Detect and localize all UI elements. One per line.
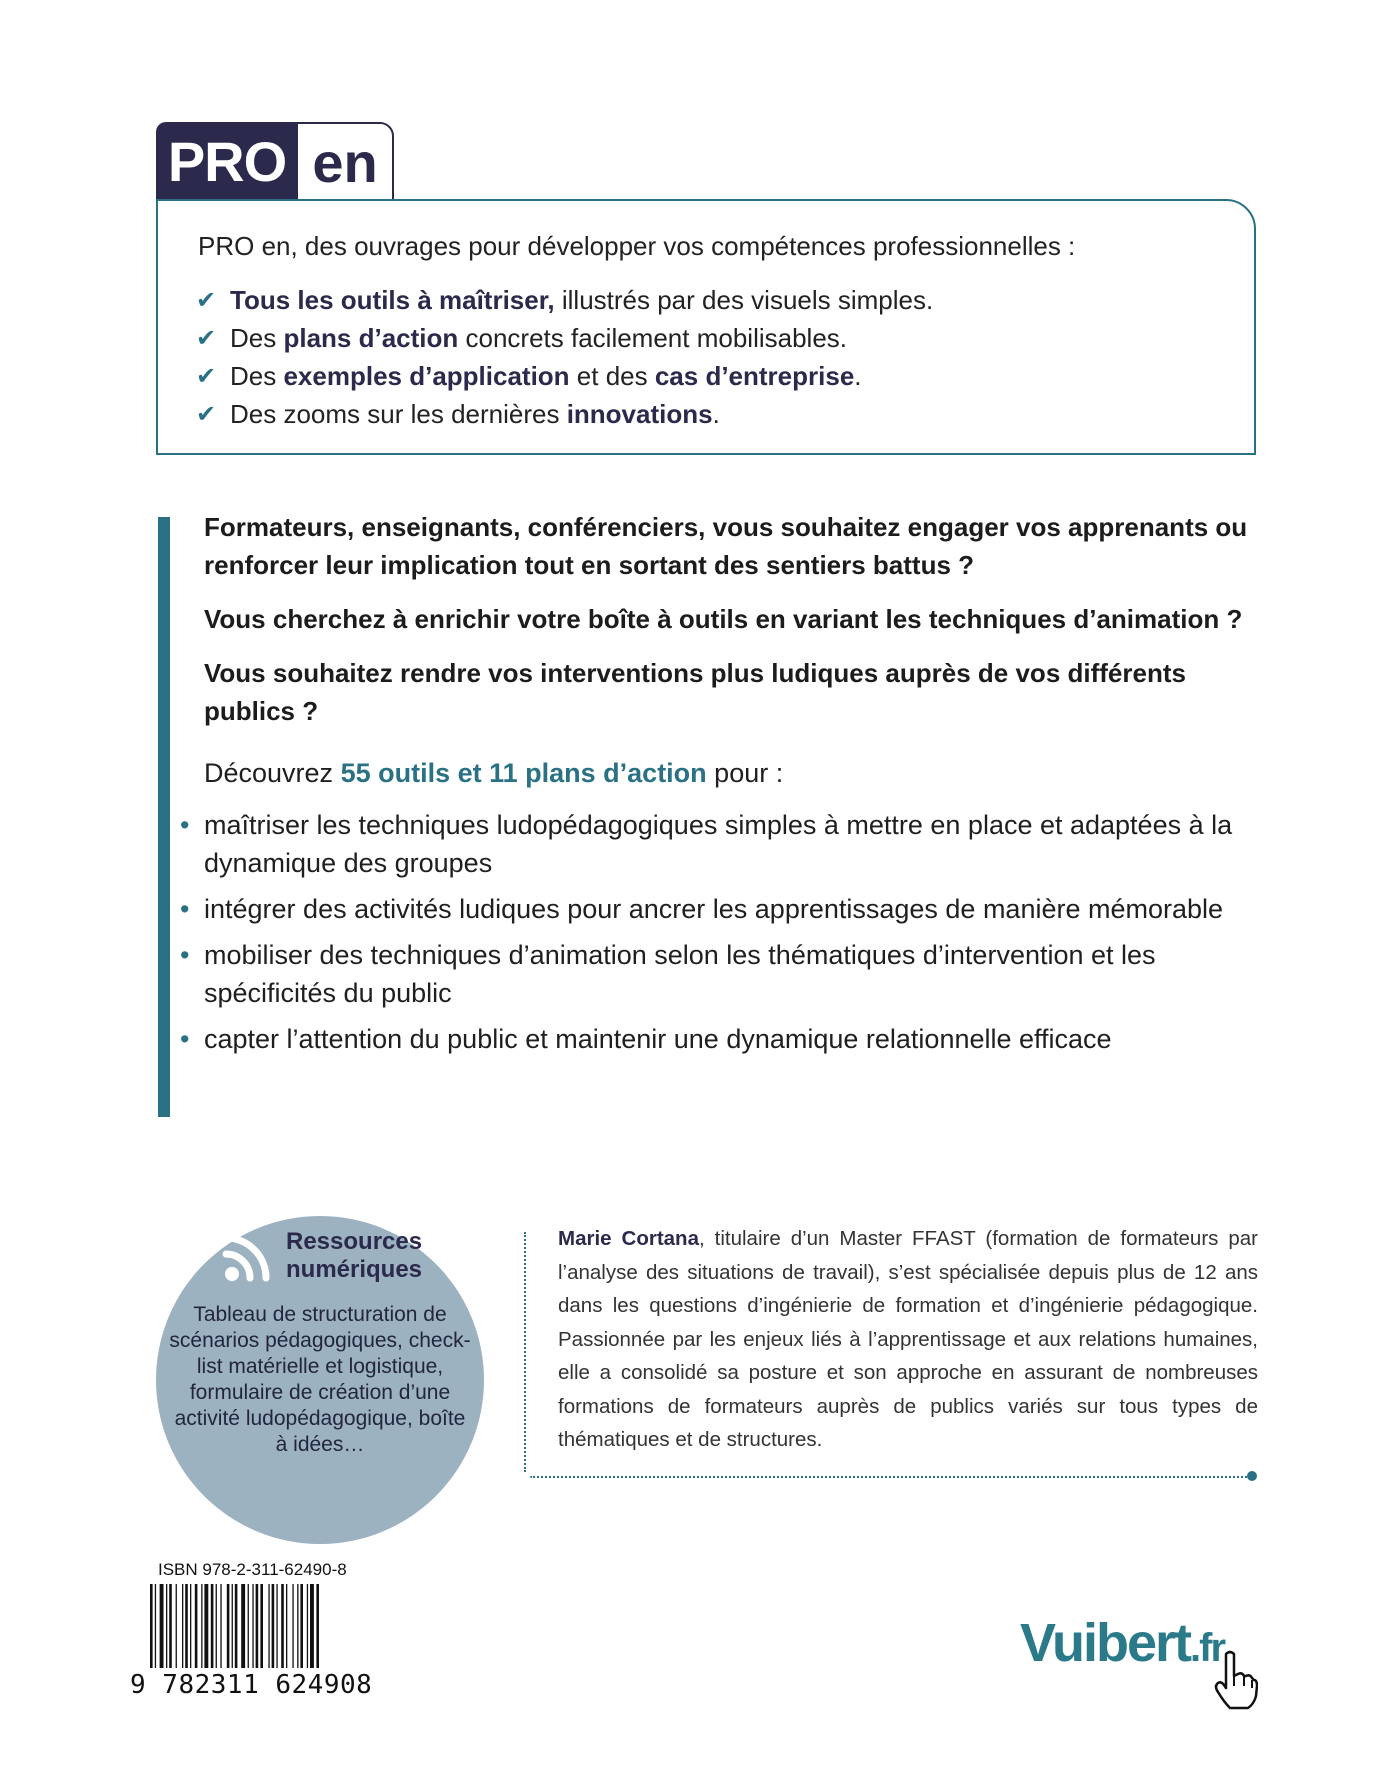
series-badge: [156, 122, 394, 200]
barcode: [148, 1584, 370, 1668]
question: Formateurs, enseignants, conférenciers, vous souhaitez engager vos apprenants ou renforcer leur implication tout en sortant des sentiers battus ?: [204, 512, 1248, 580]
logo-main: Vuibert: [1020, 1613, 1191, 1673]
list-item: • maîtriser les techniques ludopédagogiques simples à mettre en place et adaptées à la dynamique des groupes: [180, 806, 1260, 882]
barcode-bar: [185, 1584, 188, 1668]
barcode-bar: [160, 1584, 164, 1668]
series-item-bold: Tous les outils à maîtriser,: [230, 284, 555, 315]
series-item-bold: plans d’action: [283, 322, 459, 353]
barcode-bar: [195, 1584, 198, 1668]
list-item: • mobiliser des techniques d’animation selon les thématiques d’intervention et les spécificités du public: [180, 936, 1260, 1012]
barcode-bar: [204, 1584, 208, 1668]
barcode-bar: [292, 1584, 293, 1668]
barcode-bar: [252, 1584, 253, 1668]
series-item-text: .: [854, 360, 862, 391]
series-item: [196, 281, 933, 319]
isbn: ISBN 978-2-311-62490-8: [158, 1560, 347, 1579]
publisher-logo: [1020, 1612, 1224, 1674]
series-item-pre: Des zooms sur les dernières: [230, 398, 567, 429]
resources-title-line2: numériques: [286, 1256, 423, 1283]
barcode-bar: [235, 1584, 238, 1668]
barcode-bar: [316, 1584, 319, 1668]
barcode-bar: [310, 1584, 314, 1668]
barcode-bar: [260, 1584, 263, 1668]
series-box: [156, 199, 1256, 455]
author-border-dot: [1247, 1471, 1257, 1481]
rss-icon: [222, 1228, 274, 1284]
resources-description: Tableau de structuration de scénarios pédagogiques, check-list matérielle et logistique, formulaire de création d’une activité ludopédagogique, boîte à idées…: [169, 1303, 471, 1456]
series-item-text: .: [712, 398, 720, 429]
check-icon: ✔: [196, 400, 217, 428]
pointer-hand-icon: [1212, 1650, 1258, 1710]
check-icon: ✔: [196, 362, 217, 390]
question: Vous cherchez à enrichir votre boîte à outils en variant les techniques d’animation ?: [204, 604, 1243, 634]
barcode-bar: [227, 1584, 230, 1668]
discover-bold: 55 outils et 11 plans d’action: [340, 758, 707, 788]
badge-pro: PRO: [156, 122, 298, 200]
bullet-list: [204, 806, 1284, 1058]
barcode-bar: [201, 1584, 202, 1668]
barcode-bar: [297, 1584, 298, 1668]
question: Vous souhaitez rendre vos interventions plus ludiques auprès de vos différents publics ?: [204, 658, 1186, 726]
barcode-bar: [286, 1584, 287, 1668]
badge-en: en: [298, 122, 394, 200]
barcode-bar: [155, 1584, 156, 1668]
series-item-pre: Des: [230, 360, 284, 391]
barcode-bar: [150, 1584, 153, 1668]
author-name: Marie Cortana: [558, 1227, 699, 1250]
series-intro: PRO en, des ouvrages pour développer vos compétences professionnelles :: [198, 231, 1076, 261]
barcode-bar: [248, 1584, 249, 1668]
author-border: [524, 1232, 526, 1472]
barcode-bar: [169, 1584, 172, 1668]
resources-title-line1: Ressources: [286, 1228, 423, 1255]
discover-post: pour :: [706, 758, 784, 788]
main-text: [204, 508, 1284, 1066]
author-bio: [558, 1222, 1258, 1457]
discover-pre: Découvrez: [204, 758, 341, 788]
barcode-bar: [307, 1584, 308, 1668]
barcode-bar: [166, 1584, 167, 1668]
series-item-bold: cas d’entreprise: [654, 360, 855, 391]
barcode-bar: [276, 1584, 277, 1668]
barcode-bar: [281, 1584, 284, 1668]
check-icon: ✔: [196, 286, 217, 314]
logo-suffix: .fr: [1190, 1626, 1225, 1670]
list-item: • capter l’attention du public et maintenir une dynamique relationnelle efficace: [180, 1020, 1260, 1058]
barcode-bar: [272, 1584, 275, 1668]
series-item-text: illustrés par des visuels simples.: [554, 284, 934, 315]
series-item: [196, 395, 933, 433]
barcode-bar: [190, 1584, 191, 1668]
author-border: [530, 1476, 1250, 1478]
check-icon: ✔: [196, 324, 217, 352]
barcode-bar: [232, 1584, 233, 1668]
barcode-bar: [300, 1584, 303, 1668]
discover-line: [204, 754, 1284, 792]
series-item-mid: et des: [569, 360, 655, 391]
series-list: [196, 281, 933, 433]
resources-title: [286, 1228, 446, 1284]
barcode-bar: [241, 1584, 245, 1668]
series-item-bold: exemples d’application: [283, 360, 570, 391]
series-item: [196, 357, 933, 395]
barcode-bar: [256, 1584, 259, 1668]
barcode-bar: [268, 1584, 269, 1668]
series-item: [196, 319, 933, 357]
series-item-bold: innovations: [566, 398, 713, 429]
accent-bar: [158, 517, 170, 1117]
list-item: • intégrer des activités ludiques pour ancrer les apprentissages de manière mémorable: [180, 890, 1260, 928]
barcode-bar: [216, 1584, 217, 1668]
barcode-bar: [220, 1584, 221, 1668]
series-item-pre: Des: [230, 322, 284, 353]
barcode-bar: [211, 1584, 214, 1668]
series-item-text: concrets facilement mobilisables.: [458, 322, 847, 353]
barcode-bar: [176, 1584, 177, 1668]
barcode-bar: [182, 1584, 183, 1668]
author-bio-text: , titulaire d’un Master FFAST (formation de formateurs par l’analyse des situations de travail), s’est spécialisée depuis plus de 12 ans dans les questions d’ingénierie de formation et d’ingénierie pédagogique. Passionnée par les enjeux liés à l’apprentissage et aux relations humaines, elle a consolidé sa posture et son approche en assurant de nombreuses formations de formateurs auprès de publics variés sur tous types de thématiques et de structures.: [558, 1227, 1258, 1451]
barcode-digits: 9 782311 624908: [130, 1670, 373, 1700]
